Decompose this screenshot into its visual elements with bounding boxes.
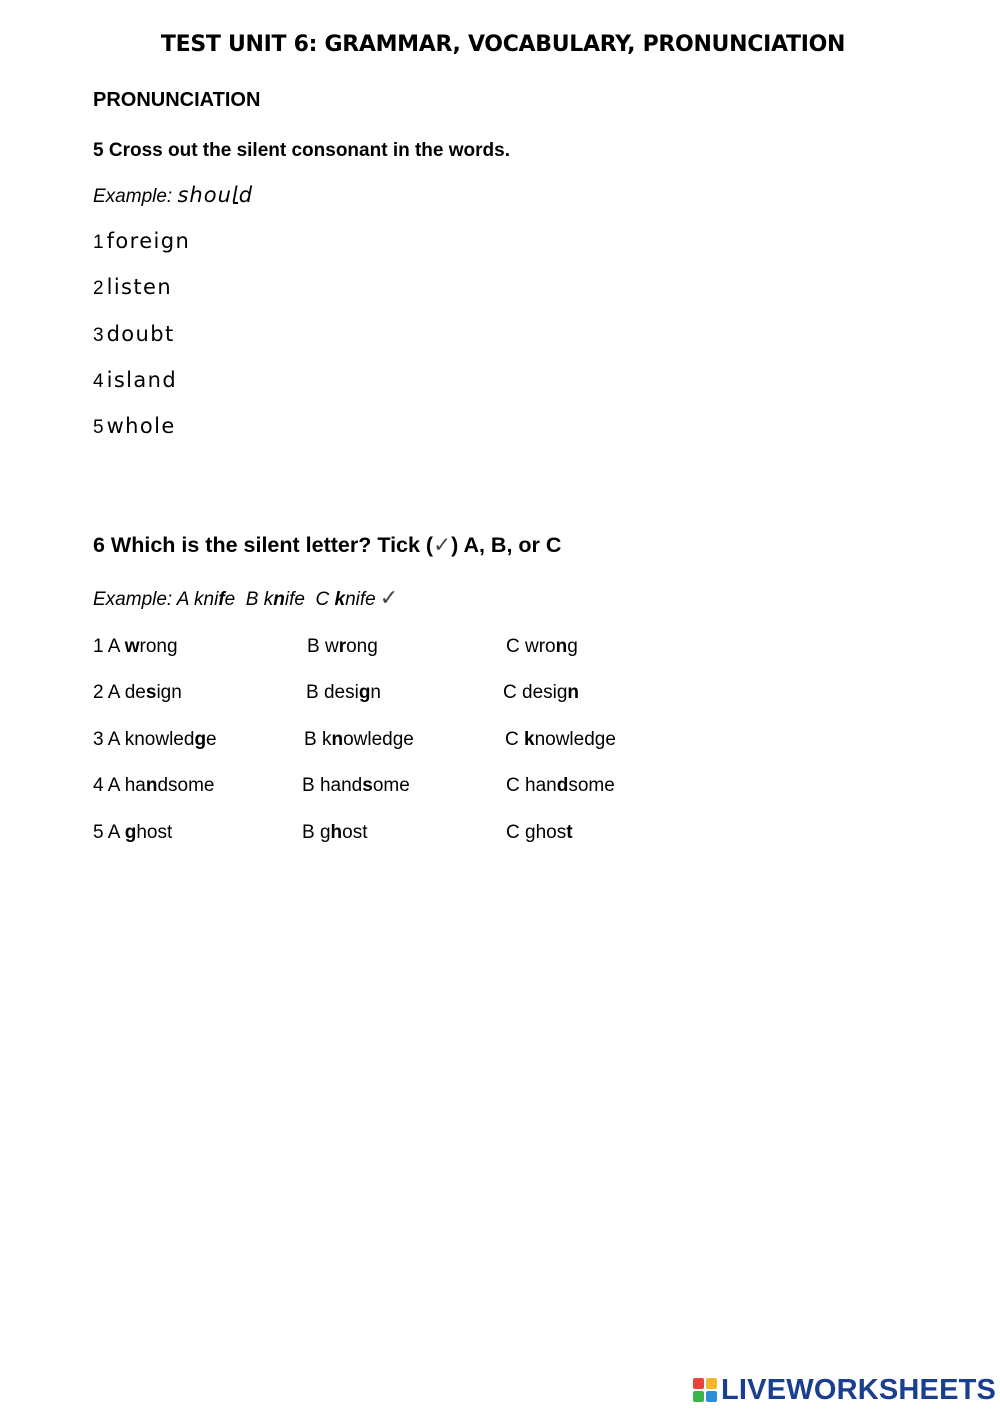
item-number: 3 bbox=[93, 324, 104, 346]
logo-square bbox=[693, 1391, 704, 1402]
silent-letter: g bbox=[124, 822, 137, 843]
page-title: TEST UNIT 6: GRAMMAR, VOCABULARY, PRONUNCIATION bbox=[160, 32, 846, 57]
item-word: foreign bbox=[106, 229, 191, 253]
exercise-6-instruction: 6 Which is the silent letter? Tick (✓) A, B, or C bbox=[93, 533, 562, 558]
exercise-5-instruction: 5 Cross out the silent consonant in the words. bbox=[93, 140, 510, 161]
silent-letter: n bbox=[331, 729, 344, 750]
item-word: island bbox=[106, 367, 178, 392]
item-number: 2 bbox=[93, 278, 104, 300]
item-word: doubt bbox=[106, 321, 175, 346]
item-word: listen bbox=[106, 275, 173, 300]
option-word: knife bbox=[194, 589, 236, 610]
liveworksheets-logo bbox=[693, 1373, 996, 1407]
item-number: 4 bbox=[93, 370, 104, 392]
silent-letter: s bbox=[145, 682, 157, 703]
silent-letter: n bbox=[145, 775, 158, 796]
option-word: design bbox=[323, 682, 381, 703]
option-a: 2 A design bbox=[93, 682, 182, 703]
silent-letter: g bbox=[358, 682, 371, 703]
silent-letter: n bbox=[567, 682, 580, 703]
tick-icon: ✓ bbox=[379, 586, 399, 611]
exercise-6-row bbox=[0, 775, 1000, 799]
exercise-5-list bbox=[93, 229, 190, 460]
option-word: ghost bbox=[525, 822, 573, 843]
silent-letter: n bbox=[273, 589, 285, 610]
list-item bbox=[93, 322, 190, 368]
option-word: design bbox=[124, 682, 182, 703]
option-c: C design bbox=[503, 682, 580, 703]
option-b: B wrong bbox=[307, 636, 378, 657]
section-title: PRONUNCIATION bbox=[93, 89, 261, 111]
option-a: 1 A wrong bbox=[93, 636, 178, 657]
option-word: design bbox=[522, 682, 580, 703]
logo-square bbox=[706, 1378, 717, 1389]
option-word: knife bbox=[263, 589, 305, 610]
exercise-6-row bbox=[0, 729, 1000, 753]
list-item bbox=[93, 229, 190, 275]
option-a: 3 A knowledge bbox=[93, 729, 217, 750]
option-word: wrong bbox=[525, 636, 578, 657]
silent-letter: h bbox=[330, 822, 343, 843]
exercise-6-example: Example: A knife B knife C knife ✓ bbox=[93, 586, 399, 611]
silent-letter: f bbox=[218, 589, 225, 610]
logo-grid-icon bbox=[693, 1378, 717, 1402]
logo-square bbox=[693, 1378, 704, 1389]
option-word: handsome bbox=[319, 775, 410, 796]
silent-letter: n bbox=[555, 636, 568, 657]
silent-letter: r bbox=[338, 636, 347, 657]
option-word: knowledge bbox=[524, 729, 616, 750]
tick-icon: ✓ bbox=[433, 533, 452, 558]
list-item bbox=[93, 275, 190, 321]
silent-letter: s bbox=[362, 775, 373, 796]
option-a: 4 A handsome bbox=[93, 775, 215, 796]
option-word: knowledge bbox=[321, 729, 414, 750]
logo-square bbox=[706, 1391, 717, 1402]
example-label: Example: bbox=[93, 186, 173, 207]
list-item bbox=[93, 414, 190, 460]
option-b: B design bbox=[306, 682, 381, 703]
option-b: B ghost bbox=[302, 822, 368, 843]
option-word: knife bbox=[334, 589, 376, 610]
option-word: handsome bbox=[525, 775, 615, 796]
item-word: whole bbox=[106, 414, 176, 439]
silent-letter: k bbox=[524, 729, 535, 750]
exercise-6-row bbox=[0, 636, 1000, 660]
silent-letter: w bbox=[124, 636, 140, 657]
option-c: C wrong bbox=[506, 636, 578, 657]
option-word: wrong bbox=[324, 636, 378, 657]
silent-letter: t bbox=[566, 822, 573, 843]
option-word: ghost bbox=[124, 822, 173, 843]
option-c: C handsome bbox=[506, 775, 615, 796]
option-a: 5 A ghost bbox=[93, 822, 173, 843]
silent-letter: g bbox=[194, 729, 207, 750]
silent-letter: d bbox=[556, 775, 569, 796]
option-b: B handsome bbox=[302, 775, 410, 796]
option-b: B knowledge bbox=[304, 729, 414, 750]
crossed-out-letter: l bbox=[231, 183, 239, 207]
exercise-6-row bbox=[0, 822, 1000, 846]
item-number: 1 bbox=[93, 232, 104, 253]
exercise-5-example bbox=[93, 183, 253, 208]
option-word: ghost bbox=[319, 822, 368, 843]
option-word: knowledge bbox=[124, 729, 217, 750]
example-word: should bbox=[177, 183, 254, 207]
exercise-6-row bbox=[0, 682, 1000, 706]
option-word: wrong bbox=[124, 636, 178, 657]
logo-text: LIVEWORKSHEETS bbox=[721, 1373, 997, 1406]
option-c: C ghost bbox=[506, 822, 573, 843]
list-item bbox=[93, 368, 190, 414]
item-number: 5 bbox=[93, 417, 104, 439]
option-word: handsome bbox=[124, 775, 215, 796]
silent-letter: k bbox=[334, 589, 346, 610]
option-c: C knowledge bbox=[505, 729, 616, 750]
